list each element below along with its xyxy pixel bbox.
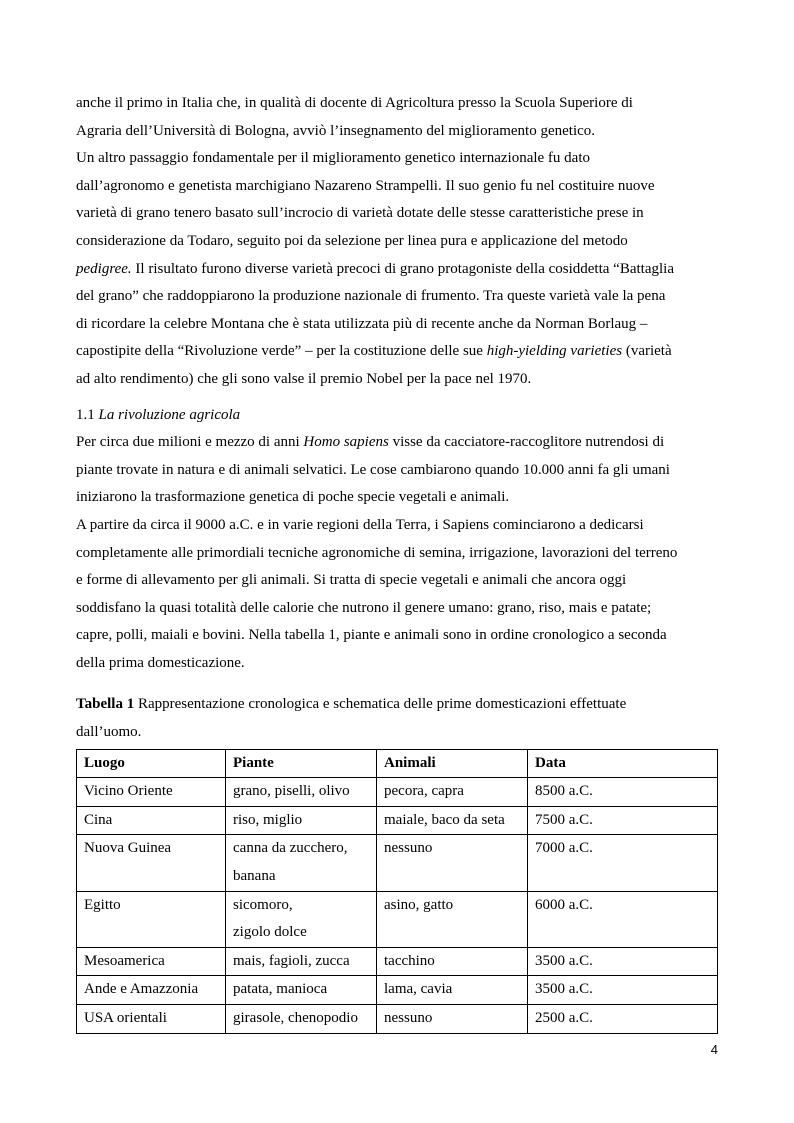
domestication-table xyxy=(76,749,718,1034)
section-number: 1.1 xyxy=(76,406,99,423)
text-line: A partire da circa il 9000 a.C. e in varie regioni della Terra, i Sapiens cominciarono a dedicarsi xyxy=(76,516,644,533)
cell-luogo: Vicino Oriente xyxy=(77,778,226,807)
cell-line: riso, miglio xyxy=(233,811,303,828)
text-fragment: Rappresentazione cronologica e schematica delle prime domesticazioni effettuate xyxy=(134,696,627,713)
paragraph-homo-sapiens xyxy=(76,429,718,512)
paragraph-domestication xyxy=(76,512,718,678)
cell-piante xyxy=(226,891,377,947)
cell-piante xyxy=(226,947,377,976)
text-line: considerazione da Todaro, seguito poi da selezione per linea pura e applicazione del metodo xyxy=(76,232,628,249)
cell-piante xyxy=(226,778,377,807)
text-line: piante trovate in natura e di animali selvatici. Le cose cambiarono quando 10.000 anni fa gli umani xyxy=(76,461,670,478)
cell-animali: asino, gatto xyxy=(377,891,528,947)
cell-line: sicomoro, xyxy=(233,896,293,913)
cell-line: mais, fagioli, zucca xyxy=(233,952,350,969)
cell-animali: tacchino xyxy=(377,947,528,976)
cell-animali: pecora, capra xyxy=(377,778,528,807)
cell-piante xyxy=(226,1005,377,1034)
text-line: del grano” che raddoppiarono la produzione nazionale di frumento. Tra queste varietà vale la pena xyxy=(76,288,666,305)
text-line: soddisfano la quasi totalità delle calorie che nutrono il genere umano: grano, riso, mais e patate; xyxy=(76,599,652,616)
table-row xyxy=(77,891,718,947)
text-line: e forme di allevamento per gli animali. Si tratta di specie vegetali e animali che ancora oggi xyxy=(76,572,627,589)
text-fragment: capostipite della “Rivoluzione verde” – per la costituzione delle sue xyxy=(76,343,487,360)
text-line: Agraria dell’Università di Bologna, avviò l’insegnamento del miglioramento genetico. xyxy=(76,122,596,139)
section-heading xyxy=(76,402,718,430)
text-line xyxy=(76,691,718,719)
text-line xyxy=(76,256,718,284)
text-line: capre, polli, maiali e bovini. Nella tabella 1, piante e animali sono in ordine cronologico a seconda xyxy=(76,627,667,644)
text-line: completamente alle primordiali tecniche agronomiche di semina, irrigazione, lavorazioni del terreno xyxy=(76,544,678,561)
text-fragment: Il risultato furono diverse varietà precoci di grano protagoniste della cosiddetta “Battaglia xyxy=(131,260,674,277)
table-row xyxy=(77,835,718,891)
text-line: Un altro passaggio fondamentale per il miglioramento genetico internazionale fu dato xyxy=(76,150,590,167)
table-row xyxy=(77,806,718,835)
text-line: di ricordare la celebre Montana che è stata utilizzata più di recente anche da Norman Borlaug – xyxy=(76,315,648,332)
cell-data: 7000 a.C. xyxy=(528,835,718,891)
cell-data: 7500 a.C. xyxy=(528,806,718,835)
cell-animali: nessuno xyxy=(377,835,528,891)
cell-line: patata, manioca xyxy=(233,981,328,998)
text-fragment: visse da cacciatore-raccoglitore nutrendosi di xyxy=(388,434,665,451)
cell-animali: maiale, baco da seta xyxy=(377,806,528,835)
cell-data: 3500 a.C. xyxy=(528,976,718,1005)
cell-piante xyxy=(226,835,377,891)
table-row xyxy=(77,1005,718,1034)
cell-piante xyxy=(226,976,377,1005)
cell-luogo: Mesoamerica xyxy=(77,947,226,976)
text-line: dall’uomo. xyxy=(76,724,142,741)
paragraph-intro xyxy=(76,90,718,145)
cell-line: zigolo dolce xyxy=(233,924,307,941)
cell-line: banana xyxy=(233,868,276,885)
cell-piante xyxy=(226,806,377,835)
document-page xyxy=(76,90,718,1034)
section-title: La rivoluzione agricola xyxy=(98,406,241,423)
cell-luogo: Ande e Amazzonia xyxy=(77,976,226,1005)
table-row xyxy=(77,778,718,807)
column-header-luogo: Luogo xyxy=(77,749,226,778)
cell-data: 2500 a.C. xyxy=(528,1005,718,1034)
italic-term: Homo sapiens xyxy=(303,434,389,451)
cell-luogo: Nuova Guinea xyxy=(77,835,226,891)
text-line: anche il primo in Italia che, in qualità di docente di Agricoltura presso la Scuola Superiore di xyxy=(76,95,633,111)
cell-luogo: Cina xyxy=(77,806,226,835)
text-fragment: (varietà xyxy=(622,343,672,360)
table-row xyxy=(77,976,718,1005)
column-header-piante: Piante xyxy=(226,749,377,778)
italic-term: high-yielding varieties xyxy=(486,343,623,360)
paragraph-strampelli xyxy=(76,145,718,393)
cell-data: 6000 a.C. xyxy=(528,891,718,947)
text-line: iniziarono la trasformazione genetica di poche specie vegetali e animali. xyxy=(76,489,510,506)
table-row xyxy=(77,947,718,976)
caption-label: Tabella 1 xyxy=(76,696,135,713)
cell-luogo: USA orientali xyxy=(77,1005,226,1034)
cell-line: canna da zucchero, xyxy=(233,840,348,857)
text-line xyxy=(76,338,718,366)
italic-term: pedigree. xyxy=(76,260,132,277)
cell-animali: nessuno xyxy=(377,1005,528,1034)
column-header-animali: Animali xyxy=(377,749,528,778)
cell-line: grano, piselli, olivo xyxy=(233,783,350,800)
cell-animali: lama, cavia xyxy=(377,976,528,1005)
cell-line: girasole, chenopodio xyxy=(233,1010,358,1026)
text-line: dall’agronomo e genetista marchigiano Nazareno Strampelli. Il suo genio fu nel costituire nuove xyxy=(76,177,655,194)
page-number: 4 xyxy=(710,1042,718,1057)
text-fragment: Per circa due milioni e mezzo di anni xyxy=(76,434,304,451)
cell-luogo: Egitto xyxy=(77,891,226,947)
text-line: della prima domesticazione. xyxy=(76,654,245,671)
column-header-data: Data xyxy=(528,749,718,778)
cell-data: 8500 a.C. xyxy=(528,778,718,807)
table-header-row xyxy=(77,749,718,778)
text-line: ad alto rendimento) che gli sono valse il premio Nobel per la pace nel 1970. xyxy=(76,370,532,387)
cell-data: 3500 a.C. xyxy=(528,947,718,976)
text-line: varietà di grano tenero basato sull’incrocio di varietà dotate delle stesse caratteristiche prese in xyxy=(76,205,644,222)
table-caption xyxy=(76,691,718,746)
text-line xyxy=(76,429,718,457)
